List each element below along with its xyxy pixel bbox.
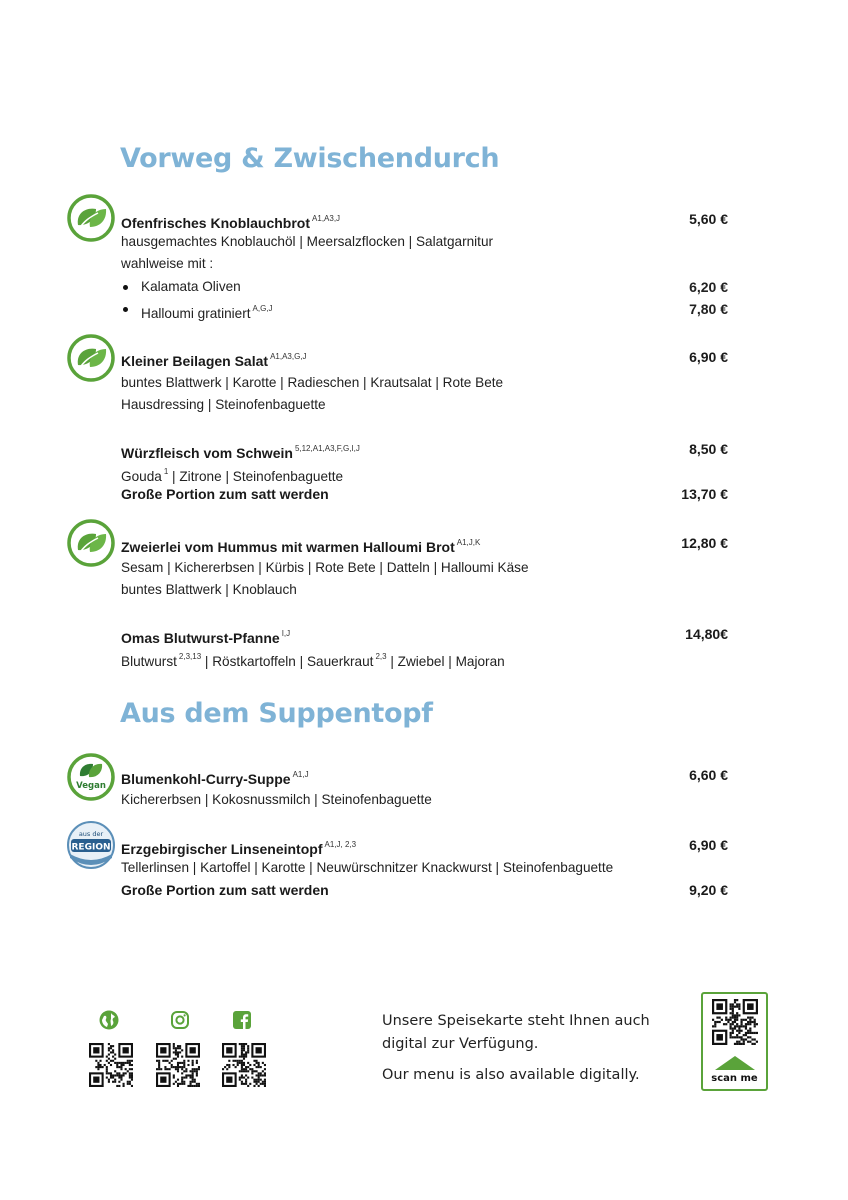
dish-description: buntes Blattwerk | Karotte | Radieschen | Krautsalat | Rote Bete bbox=[121, 374, 504, 390]
region-badge-icon bbox=[66, 820, 116, 870]
qr-code-website[interactable] bbox=[89, 1043, 133, 1087]
leaf-badge-icon bbox=[66, 193, 116, 243]
ingredient-text: Blutwurst bbox=[121, 653, 177, 669]
dish-price: 6,60 € bbox=[689, 767, 728, 783]
allergen-codes: A1,A3,J bbox=[312, 214, 341, 223]
qr-code-instagram[interactable] bbox=[156, 1043, 200, 1087]
allergen-codes: A,G,J bbox=[252, 304, 273, 313]
large-portion-row bbox=[121, 483, 728, 506]
large-portion-price: 9,20 € bbox=[689, 882, 728, 898]
leaf-badge-icon bbox=[66, 518, 116, 568]
vegan-badge-icon bbox=[66, 752, 116, 802]
dish-blumenkohl-suppe bbox=[121, 764, 728, 811]
dish-description: wahlweise mit : bbox=[121, 256, 214, 271]
arrow-up-icon bbox=[715, 1056, 755, 1070]
dish-linseneintopf bbox=[121, 834, 728, 902]
globe-icon[interactable] bbox=[99, 1010, 119, 1030]
dish-description bbox=[121, 461, 728, 484]
dish-wuerzfleisch bbox=[121, 438, 728, 506]
scan-me-box[interactable] bbox=[701, 992, 768, 1091]
dish-beilagen-salat bbox=[121, 346, 728, 417]
allergen-codes: 1 bbox=[163, 466, 169, 476]
ingredient-text: | Röstkartoffeln | Sauerkraut bbox=[201, 653, 374, 669]
dish-description: Kichererbsen | Kokosnussmilch | Steinofenbaguette bbox=[121, 791, 432, 807]
dish-price: 5,60 € bbox=[689, 211, 728, 227]
dish-name-row bbox=[121, 532, 728, 555]
leaf-badge-icon bbox=[66, 333, 116, 383]
large-portion-label: Große Portion zum satt werden bbox=[121, 486, 329, 502]
ingredient-text: | Zwiebel | Majoran bbox=[386, 653, 505, 669]
dish-description: buntes Blattwerk | Knoblauch bbox=[121, 582, 297, 597]
dish-name: Erzgebirgischer Linseneintopf bbox=[121, 841, 323, 857]
dish-price: 6,90 € bbox=[689, 349, 728, 365]
option-price: 6,20 € bbox=[689, 278, 728, 295]
option-item bbox=[121, 298, 728, 321]
dish-name: Kleiner Beilagen Salat bbox=[121, 353, 269, 369]
region-badge-text-top: aus der bbox=[78, 830, 104, 838]
facebook-icon[interactable] bbox=[232, 1010, 252, 1030]
option-item bbox=[121, 276, 728, 299]
dish-name-row bbox=[121, 623, 728, 646]
dish-name-row bbox=[121, 346, 728, 369]
dish-name: Würzfleisch vom Schwein bbox=[121, 445, 293, 461]
allergen-codes: I,J bbox=[281, 629, 291, 638]
dish-description: Tellerlinsen | Kartoffel | Karotte | Neuwürschnitzer Knackwurst | Steinofenbaguette bbox=[121, 859, 614, 875]
section-title-vorweg: Vorweg & Zwischendurch bbox=[120, 143, 500, 174]
dish-description: hausgemachtes Knoblauchöl | Meersalzflocken | Salatgarnitur bbox=[121, 233, 494, 249]
option-label: Kalamata Oliven bbox=[141, 278, 241, 294]
qr-code-facebook[interactable] bbox=[222, 1043, 266, 1087]
dish-knoblauchbrot bbox=[121, 208, 728, 321]
large-portion-row bbox=[121, 879, 728, 902]
large-portion-label: Große Portion zum satt werden bbox=[121, 882, 329, 898]
dish-description: Hausdressing | Steinofenbaguette bbox=[121, 397, 326, 412]
large-portion-price: 13,70 € bbox=[681, 486, 728, 502]
footer-text-en: Our menu is also available digitally. bbox=[382, 1067, 640, 1083]
dish-name: Omas Blutwurst-Pfanne bbox=[121, 630, 280, 646]
vegan-badge-text: Vegan bbox=[76, 781, 106, 791]
region-badge-text: REGION bbox=[71, 842, 111, 853]
allergen-codes: A1,A3,G,J bbox=[270, 352, 307, 361]
option-price: 7,80 € bbox=[689, 301, 728, 317]
dish-price: 8,50 € bbox=[689, 441, 728, 457]
allergen-codes: 2,3,13 bbox=[178, 651, 202, 661]
dish-name-row bbox=[121, 208, 728, 231]
qr-code-menu[interactable] bbox=[712, 999, 758, 1045]
allergen-codes: 5,12,A1,A3,F,G,I,J bbox=[294, 444, 360, 453]
dish-blutwurst bbox=[121, 623, 728, 668]
dish-name: Zweierlei vom Hummus mit warmen Halloumi Brot bbox=[121, 539, 455, 555]
dish-price: 12,80 € bbox=[681, 535, 728, 551]
dish-name-row bbox=[121, 834, 728, 857]
dish-price: 14,80€ bbox=[685, 626, 728, 642]
ingredient-text: Gouda bbox=[121, 468, 162, 484]
scan-me-label: scan me bbox=[711, 1073, 758, 1084]
dish-price: 6,90 € bbox=[689, 837, 728, 853]
dish-description: Sesam | Kichererbsen | Kürbis | Rote Bete | Datteln | Halloumi Käse bbox=[121, 559, 529, 575]
dish-name: Ofenfrisches Knoblauchbrot bbox=[121, 215, 311, 231]
dish-hummus bbox=[121, 532, 728, 602]
dish-name: Blumenkohl-Curry-Suppe bbox=[121, 771, 291, 787]
ingredient-text: | Zitrone | Steinofenbaguette bbox=[168, 468, 344, 484]
instagram-icon[interactable] bbox=[170, 1010, 190, 1030]
allergen-codes: A1,J, 2,3 bbox=[324, 840, 357, 849]
allergen-codes: A1,J,K bbox=[456, 538, 481, 547]
dish-name-row bbox=[121, 438, 728, 461]
dish-description bbox=[121, 646, 728, 669]
footer-text-de-line1: Unsere Speisekarte steht Ihnen auch bbox=[382, 1013, 650, 1029]
allergen-codes: 2,3 bbox=[375, 651, 387, 661]
section-title-suppentopf: Aus dem Suppentopf bbox=[120, 698, 433, 729]
dish-name-row bbox=[121, 764, 728, 787]
allergen-codes: A1,J bbox=[292, 770, 309, 779]
footer-text-de-line2: digital zur Verfügung. bbox=[382, 1036, 539, 1052]
option-label: Halloumi gratiniert bbox=[141, 306, 251, 321]
